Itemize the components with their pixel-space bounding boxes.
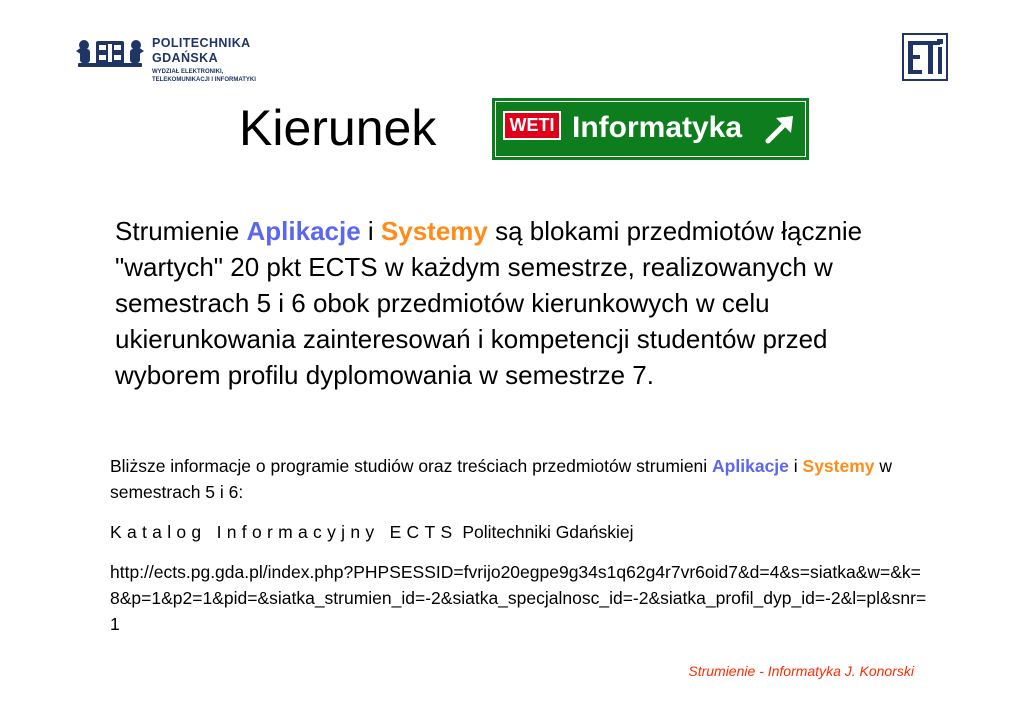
catalog-url: [110, 559, 930, 637]
main-paragraph: [115, 213, 915, 393]
page-title: Kierunek: [239, 100, 437, 156]
footer-caption: Strumienie - Informatyka J. Konorski: [688, 663, 914, 679]
info-text-3: w semestrach 5 i 6:: [110, 456, 893, 502]
catalog-spaced-name: Katalog Informacyjny ECTS: [110, 522, 458, 542]
university-name: [152, 36, 251, 66]
catalog-line: [110, 519, 634, 545]
info-paragraph: [110, 453, 930, 505]
catalog-rest: Politechniki Gdańskiej: [457, 522, 634, 542]
info-text-1: Bliższe informacje o programie studiów oraz treściach przedmiotów strumieni: [110, 456, 713, 476]
info-text-2: i: [788, 456, 803, 476]
university-name-line2: GDAŃSKA: [152, 51, 218, 65]
university-logo: [74, 33, 274, 85]
faculty-name-line2: TELEKOMUNIKACJI I INFORMATYKI: [152, 76, 256, 83]
faculty-name-line1: WYDZIAŁ ELEKTRONIKI,: [152, 69, 224, 75]
eti-logo-icon: [902, 33, 948, 81]
aplikacje-highlight: Aplikacje: [246, 216, 361, 246]
systemy-highlight: Systemy: [380, 216, 488, 246]
weti-badge: WETI: [503, 111, 561, 140]
arrow-up-right-icon: [764, 114, 796, 144]
main-text-2: i: [360, 216, 381, 246]
direction-sign: [492, 98, 809, 160]
info-aplikacje: Aplikacje: [712, 456, 789, 476]
main-text-3: są blokami przedmiotów łącznie "wartych" 20 pkt ECTS w każdym semestrze, realizowanych w semestrach 5 i 6 obok przedmiotów kierunkowych w celu ukierunkowania zainteresowań i kompetencji studentów przed wyborem profilu dyplomowania w semestrze 7.: [115, 216, 863, 390]
university-name-line1: POLITECHNIKA: [152, 36, 251, 50]
info-systemy: Systemy: [802, 456, 875, 476]
politechnika-gdanska-emblem-icon: [74, 35, 146, 69]
faculty-name: [152, 69, 256, 84]
catalog-url-text: http://ects.pg.gda.pl/index.php?PHPSESSID=fvrijo20egpe9g34s1q62g4r7vr6oid7&d=4&s=siatka&w=&k=8&p=1&p2=1&pid=&siatka_strumien_id=-2&siatka_specjalnosc_id=-2&siatka_profil_dyp_id=-2&l=pl&snr=1: [110, 562, 927, 634]
sign-label: Informatyka: [572, 111, 743, 144]
main-text-1: Strumienie: [115, 216, 247, 246]
